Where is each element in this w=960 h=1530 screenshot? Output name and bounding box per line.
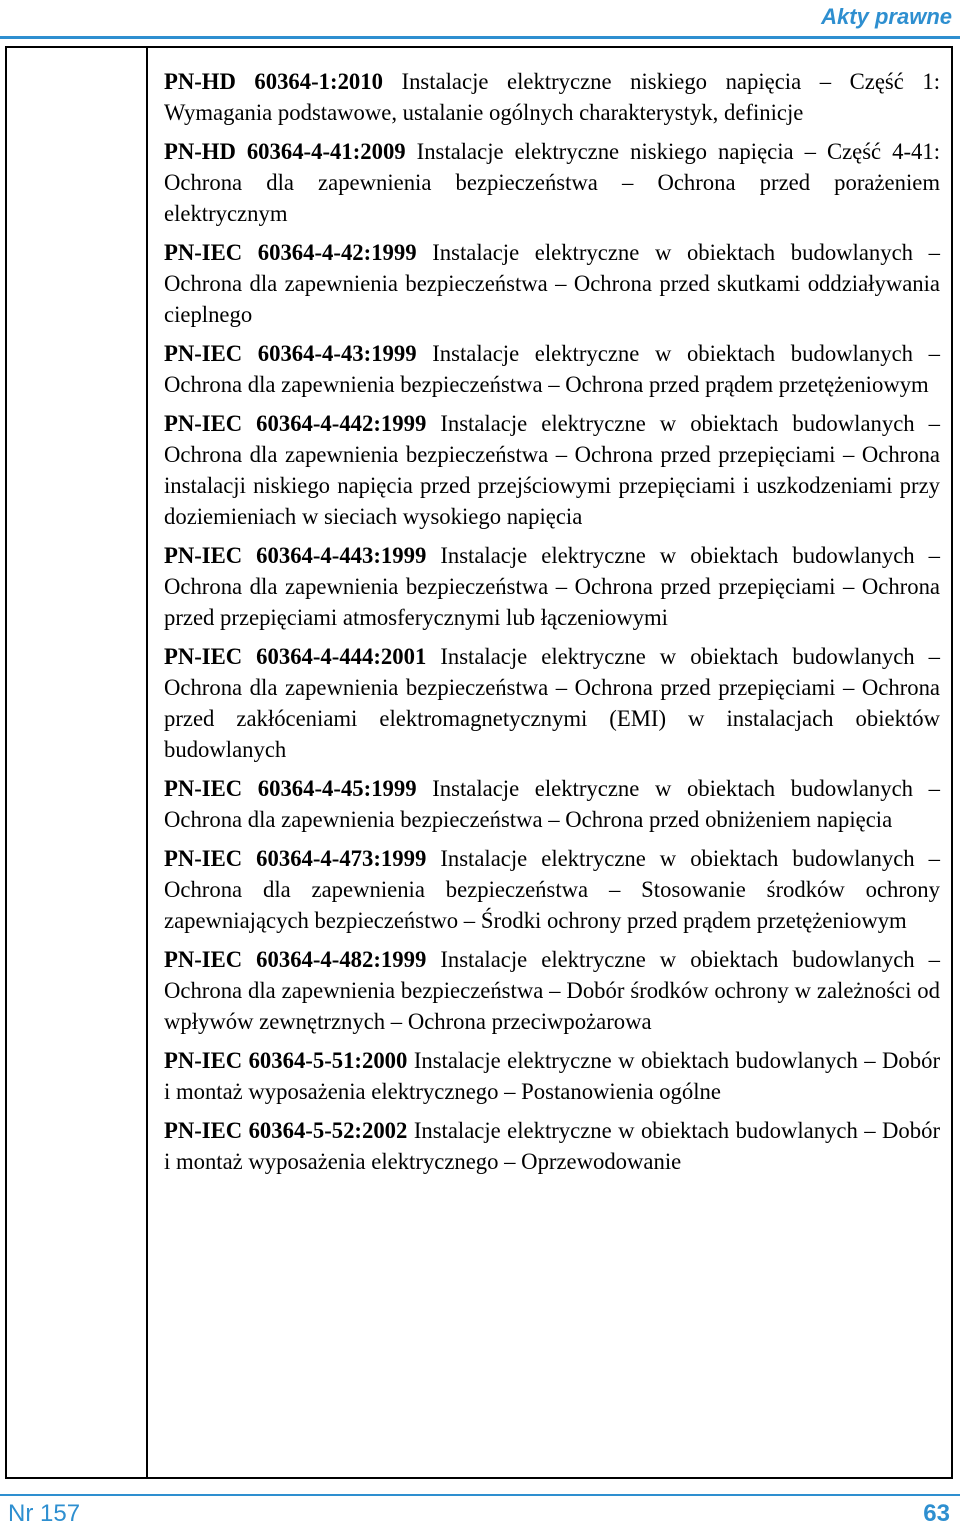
standard-code: PN-IEC 60364-4-482:1999 xyxy=(164,947,427,972)
standard-entry xyxy=(164,1045,940,1107)
standard-title: Instalacje elektryczne niskiego napięcia – Część 4-41: Ochrona dla zapewnienia bezpieczeństwa – Ochrona przed porażeniem elektrycznym xyxy=(164,139,941,226)
standard-title: Instalacje elektryczne w obiektach budowlanych – Ochrona dla zapewnienia bezpieczeństwa – Ochrona przed przepięciami – Ochrona przed przepięciami atmosferycznymi lub łączeniowymi xyxy=(164,543,940,630)
section-title: Akty prawne xyxy=(821,4,952,29)
standard-entry xyxy=(164,1115,940,1177)
standard-code: PN-IEC 60364-4-444:2001 xyxy=(164,644,427,669)
standard-title: Instalacje elektryczne w obiektach budowlanych – Ochrona dla zapewnienia bezpieczeństwa – Ochrona przed prądem przetężeniowym xyxy=(164,341,940,397)
standard-entry xyxy=(164,540,940,633)
header-rule xyxy=(0,36,960,39)
standard-entry xyxy=(164,66,940,128)
standard-code: PN-HD 60364-4-41:2009 xyxy=(164,139,406,164)
standard-title: Instalacje elektryczne w obiektach budowlanych – Ochrona dla zapewnienia bezpieczeństwa – Ochrona przed skutkami oddziaływania cieplnego xyxy=(164,240,940,327)
standard-title: Instalacje elektryczne niskiego napięcia – Część 1: Wymagania podstawowe, ustalanie ogólnych charakterystyk, definicje xyxy=(164,69,941,125)
standard-code: PN-IEC 60364-5-51:2000 xyxy=(164,1048,408,1073)
standard-entry xyxy=(164,944,940,1037)
standard-entry xyxy=(164,237,940,330)
issue-number: Nr 157 xyxy=(8,1500,81,1527)
standards-list xyxy=(164,66,940,1185)
gutter-rule xyxy=(146,46,148,1479)
standard-entry xyxy=(164,641,940,765)
standard-title: Instalacje elektryczne w obiektach budowlanych – Dobór i montaż wyposażenia elektrycznego – Oprzewodowanie xyxy=(164,1118,940,1174)
standard-title: Instalacje elektryczne w obiektach budowlanych – Ochrona dla zapewnienia bezpieczeństwa – Ochrona przed przepięciami – Ochrona przed zakłóceniami elektromagnetycznymi (EMI) w instalacjach obiektów budowlanych xyxy=(164,644,940,762)
standard-title: Instalacje elektryczne w obiektach budowlanych – Ochrona dla zapewnienia bezpieczeństwa – Dobór środków ochrony w zależności od wpływów zewnętrznych – Ochrona przeciwpożarowa xyxy=(164,947,940,1034)
standard-code: PN-IEC 60364-4-473:1999 xyxy=(164,846,427,871)
standard-title: Instalacje elektryczne w obiektach budowlanych – Ochrona dla zapewnienia bezpieczeństwa – Ochrona przed przepięciami – Ochrona instalacji niskiego napięcia przed przejściowymi przepięciami i uszkodzeniami przy doziemieniach w sieciach wysokiego napięcia xyxy=(164,411,940,529)
standard-entry xyxy=(164,338,940,400)
standard-code: PN-IEC 60364-4-442:1999 xyxy=(164,411,427,436)
standard-code: PN-IEC 60364-4-443:1999 xyxy=(164,543,427,568)
footer-rule xyxy=(0,1494,960,1496)
standard-entry xyxy=(164,843,940,936)
standard-code: PN-HD 60364-1:2010 xyxy=(164,69,383,94)
page-number: 63 xyxy=(923,1500,950,1527)
standard-code: PN-IEC 60364-4-42:1999 xyxy=(164,240,417,265)
standard-code: PN-IEC 60364-5-52:2002 xyxy=(164,1118,408,1143)
standard-code: PN-IEC 60364-4-45:1999 xyxy=(164,776,417,801)
standard-entry xyxy=(164,408,940,532)
standard-title: Instalacje elektryczne w obiektach budowlanych – Ochrona dla zapewnienia bezpieczeństwa – Ochrona przed obniżeniem napięcia xyxy=(164,776,940,832)
standard-entry xyxy=(164,136,940,229)
standard-title: Instalacje elektryczne w obiektach budowlanych – Dobór i montaż wyposażenia elektrycznego – Postanowienia ogólne xyxy=(164,1048,940,1104)
standard-entry xyxy=(164,773,940,835)
standard-code: PN-IEC 60364-4-43:1999 xyxy=(164,341,417,366)
standard-title: Instalacje elektryczne w obiektach budowlanych – Ochrona dla zapewnienia bezpieczeństwa – Stosowanie środków ochrony zapewniających bezpieczeństwo – Środki ochrony przed prądem przetężeniowym xyxy=(164,846,940,933)
